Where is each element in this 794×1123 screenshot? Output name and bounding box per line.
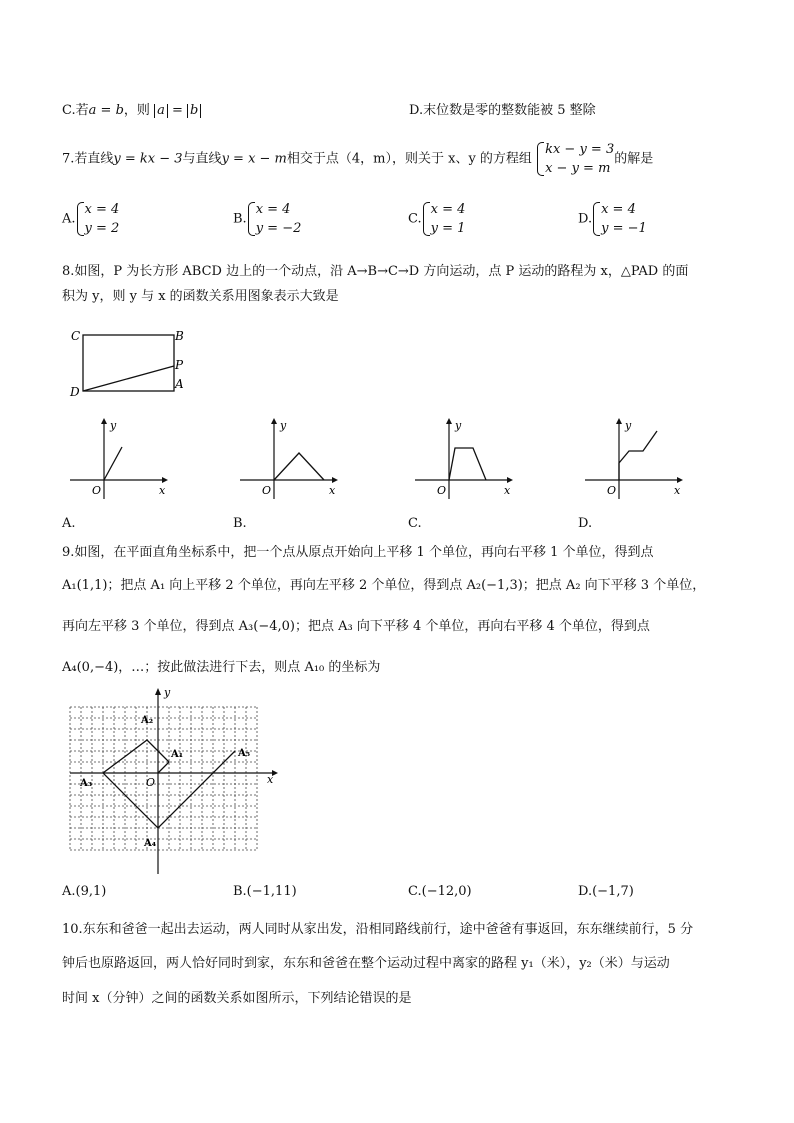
graph-c-origin: O bbox=[437, 484, 447, 497]
q8-option-c: C. bbox=[408, 516, 422, 531]
q7-option-d bbox=[578, 200, 647, 238]
label-a4: A₄ bbox=[144, 838, 157, 849]
q7-option-a-system bbox=[76, 200, 120, 238]
q7-stem-d: 的解是 bbox=[614, 151, 654, 167]
q7-stem bbox=[62, 140, 653, 178]
graph-d-y-label: y bbox=[625, 419, 632, 432]
label-a5: A₅ bbox=[238, 748, 251, 759]
q7-option-b bbox=[233, 200, 301, 238]
label-a1: A₁ bbox=[171, 749, 184, 760]
q7-option-c-r2: y = 1 bbox=[430, 221, 466, 236]
graph-d-line bbox=[619, 431, 657, 480]
q7-option-a-r2: y = 2 bbox=[84, 221, 120, 236]
q6-option-c bbox=[62, 99, 201, 118]
graph-a-origin: O bbox=[92, 484, 102, 497]
q8-option-b: B. bbox=[233, 516, 247, 531]
q7-option-b-label: B. bbox=[233, 211, 247, 227]
q6-option-d: D.末位数是零的整数能被 5 整除 bbox=[409, 103, 596, 118]
q10-line1: 10.东东和爸爸一起出去运动，两人同时从家出发，沿相同路线前行，途中爸爸有事返回，东东继续前行，5 分 bbox=[62, 922, 694, 937]
q7-option-a-label: A. bbox=[62, 211, 76, 227]
q7-option-c-system bbox=[422, 200, 466, 238]
graph-d-x-label: x bbox=[674, 484, 681, 497]
q7-stem-b: 与直线 bbox=[182, 151, 222, 167]
q7-system-row2: x − y = m bbox=[545, 161, 611, 176]
graph-b-origin: O bbox=[262, 484, 272, 497]
q7-option-b-system bbox=[247, 200, 302, 238]
label-a3: A₃ bbox=[80, 778, 93, 789]
q8-option-d: D. bbox=[578, 516, 593, 531]
q7-line1: y = kx − 3 bbox=[113, 151, 183, 167]
q9-option-c: C.(−12,0) bbox=[408, 884, 472, 899]
label-b: B bbox=[175, 329, 184, 343]
q7-option-b-r2: y = −2 bbox=[255, 221, 302, 236]
q9-line4: A₄(0,−4)，…；按此做法进行下去，则点 A₁₀ 的坐标为 bbox=[62, 660, 381, 675]
q8-line2: 积为 y，则 y 与 x 的函数关系用图象表示大致是 bbox=[62, 289, 339, 304]
q7-option-d-r2: y = −1 bbox=[601, 221, 647, 236]
label-d: D bbox=[70, 385, 80, 399]
label-a: A bbox=[175, 377, 184, 391]
q7-line2: y = x − m bbox=[221, 151, 287, 167]
q8-line1: 8.如图，P 为长方形 ABCD 边上的一个动点，沿 A→B→C→D 方向运动，点 P 运动的路程为 x，△PAD 的面 bbox=[62, 264, 689, 279]
graph-c-line bbox=[449, 448, 486, 480]
q8-graph-d bbox=[577, 415, 687, 500]
q7-option-c bbox=[408, 200, 465, 238]
q8-graph-a bbox=[62, 415, 172, 500]
abs-a: a bbox=[154, 104, 168, 118]
q7-option-d-system bbox=[592, 200, 647, 238]
abs-b: b bbox=[187, 104, 201, 118]
rectangle-abcd bbox=[83, 335, 174, 391]
graph-a-line bbox=[104, 447, 122, 480]
equals-sign-2: = bbox=[171, 103, 183, 118]
graph-c-y-label: y bbox=[455, 419, 462, 432]
y-axis-arrow bbox=[155, 688, 161, 695]
q8-graph-c bbox=[407, 415, 517, 500]
var-a: a bbox=[88, 103, 97, 118]
graph-c-x-label: x bbox=[504, 484, 511, 497]
q7-option-a bbox=[62, 200, 119, 238]
q9-option-a: A.(9,1) bbox=[62, 884, 107, 899]
q8-rectangle-figure bbox=[64, 324, 194, 400]
q7-option-d-r1: x = 4 bbox=[601, 202, 636, 217]
grid-origin: O bbox=[146, 776, 156, 789]
q7-option-d-label: D. bbox=[578, 211, 593, 227]
q7-option-c-r1: x = 4 bbox=[430, 202, 466, 217]
graph-b-line bbox=[274, 453, 324, 480]
graph-a-y-label: y bbox=[110, 419, 117, 432]
q7-system bbox=[536, 140, 614, 178]
q10-line3: 时间 x（分钟）之间的函数关系如图所示，下列结论错误的是 bbox=[62, 991, 412, 1006]
q6-option-c-label: C.若 bbox=[62, 103, 89, 118]
q7-stem-c: 相交于点（4，m），则关于 x、y 的方程组 bbox=[286, 151, 532, 167]
q9-line3: 再向左平移 3 个单位，得到点 A₃(−4,0)；把点 A₃ 向下平移 4 个单位，再向右平移 4 个单位，得到点 bbox=[62, 619, 650, 634]
label-p: P bbox=[175, 358, 184, 372]
q8-graph-b bbox=[232, 415, 342, 500]
q9-grid-figure bbox=[62, 686, 282, 876]
q9-line2: A₁(1,1)；把点 A₁ 向上平移 2 个单位，再向左平移 2 个单位，得到点 A₂(−1,3)；把点 A₂ 向下平移 3 个单位， bbox=[62, 578, 706, 593]
equals-sign: = bbox=[100, 103, 112, 118]
graph-d-origin: O bbox=[607, 484, 617, 497]
label-c: C bbox=[71, 329, 81, 343]
grid-x-label: x bbox=[267, 773, 274, 786]
graph-b-x-label: x bbox=[329, 484, 336, 497]
var-b: b bbox=[115, 103, 124, 118]
graph-a-x-label: x bbox=[159, 484, 166, 497]
q7-stem-a: 7.若直线 bbox=[62, 151, 114, 167]
q9-option-b: B.(−1,11) bbox=[233, 884, 297, 899]
segment-dp bbox=[83, 366, 174, 391]
q7-system-row1: kx − y = 3 bbox=[545, 142, 615, 157]
q7-option-c-label: C. bbox=[408, 211, 422, 227]
q7-option-a-r1: x = 4 bbox=[84, 202, 120, 217]
grid-lines bbox=[70, 707, 257, 850]
graph-b-y-label: y bbox=[280, 419, 287, 432]
grid-y-label: y bbox=[164, 686, 171, 699]
q9-line1: 9.如图，在平面直角坐标系中，把一个点从原点开始向上平移 1 个单位，再向右平移 1 个单位，得到点 bbox=[62, 545, 654, 560]
label-a2: A₂ bbox=[141, 715, 154, 726]
q7-option-b-r1: x = 4 bbox=[255, 202, 291, 217]
q10-line2: 钟后也原路返回，两人恰好同时到家，东东和爸爸在整个运动过程中离家的路程 y₁（米），y₂（米）与运动 bbox=[62, 956, 670, 971]
q8-option-a: A. bbox=[62, 516, 76, 531]
q6-option-c-then: ，则 bbox=[123, 103, 150, 118]
q9-option-d: D.(−1,7) bbox=[578, 884, 634, 899]
